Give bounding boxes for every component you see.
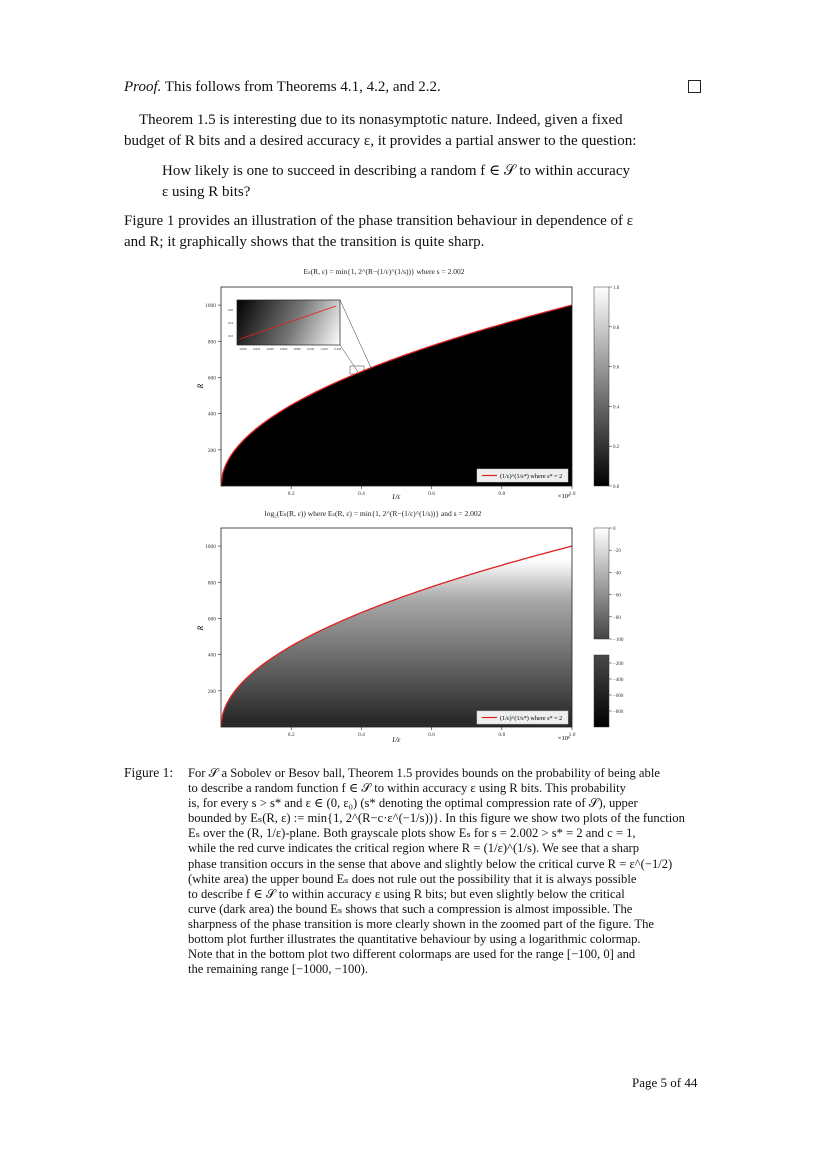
caption-line: the remaining range [−1000, −100). <box>188 962 368 977</box>
bottom-legend-label: (1/ε)^(1/s*) where s* = 2 <box>500 715 563 722</box>
bottom-xlabel: 1/ε <box>391 735 401 744</box>
bottom-colorbar-bottom-tick-label: −600 <box>613 694 624 699</box>
inset-xtick-label: 11200 <box>320 347 328 351</box>
bottom-ytick-label: 200 <box>207 688 216 695</box>
caption-line: is, for every s > s* and ε ∈ (0, ε₀) (s* denoting the optimal compression rate of 𝒮), upper <box>188 796 638 811</box>
bottom-xtick-label: 0.8 <box>498 732 506 738</box>
bottom-legend <box>477 711 568 724</box>
caption-line: Eₛ over the (R, 1/ε)-plane. Both grayscale plots show Eₛ for s = 2.002 > s* = 2 and c = 1, <box>188 826 636 841</box>
bottom-xtick-label: 0.4 <box>357 732 365 738</box>
caption-line: For 𝒮 a Sobolev or Besov ball, Theorem 1.5 provides bounds on the probability of being able <box>188 766 660 780</box>
top-colorbar-tick-label: 0.4 <box>613 405 620 411</box>
inset-ytick-label: 102 <box>227 334 233 338</box>
bottom-xtick-label: 0.6 <box>428 732 436 738</box>
figure-1 <box>0 258 827 758</box>
top-colorbar-tick-label: 0.2 <box>613 445 620 451</box>
bottom-plot-title: log₂(Eₛ(R, ε)) where Eₛ(R, ε) = min{1, 2^(R−(1/ε)^(1/s))} and s = 2.002 <box>264 509 482 518</box>
inset-xtick-label: 11400 <box>333 347 342 351</box>
top-colorbar-tick-label: 0.0 <box>613 485 620 490</box>
bottom-ylabel: R <box>196 625 205 631</box>
paragraph-2-line-2: and R; it graphically shows that the transition is quite sharp. <box>124 234 485 250</box>
caption-line: to describe f ∈ 𝒮 to within accuracy ε using R bits; but even slightly below the critical <box>188 886 625 901</box>
top-ytick-label: 200 <box>207 447 216 454</box>
top-legend-label: (1/ε)^(1/s*) where s* = 2 <box>500 473 563 480</box>
bottom-ytick-label: 1000 <box>205 544 216 551</box>
bottom-colorbar-bottom <box>594 655 609 727</box>
paragraph-1-line-2: budget of R bits and a desired accuracy ε, it provides a partial answer to the question: <box>124 133 637 149</box>
inset-ytick-label: 106 <box>227 308 233 312</box>
inset-ytick-label: 104 <box>227 321 233 325</box>
bottom-colorbar-top-tick-label: −100 <box>613 638 624 643</box>
bottom-colorbar-bottom-tick-label: −800 <box>613 710 624 715</box>
inset-xtick-label: 10200 <box>252 347 261 351</box>
top-colorbar-tick-label: 0.8 <box>613 325 620 331</box>
proof-label: Proof. <box>124 79 162 95</box>
caption-line: curve (dark area) the bound Eₛ shows that such a compression is almost impossible. The <box>188 901 633 916</box>
top-xtick-label: 0.2 <box>287 491 295 497</box>
inset-xtick-label: 10800 <box>293 347 301 351</box>
page-number: Page 5 of 44 <box>632 1075 698 1090</box>
top-xtick-label: 0.6 <box>428 491 436 497</box>
inset-xtick-label: 10600 <box>279 347 288 351</box>
bottom-colorbar-top-tick-label: 0 <box>613 527 616 532</box>
inset-xtick-label: 10000 <box>239 347 247 351</box>
bottom-xtick-label: 0.2 <box>287 732 295 738</box>
caption-line: sharpness of the phase transition is more clearly shown in the zoomed part of the figure. The <box>188 916 654 931</box>
bottom-colorbar-bottom-tick-label: −400 <box>613 678 624 683</box>
top-x-multiplier: ×10⁶ <box>557 493 571 500</box>
qed-box <box>688 80 701 93</box>
top-legend <box>477 469 568 482</box>
bottom-ytick-label: 600 <box>207 616 216 623</box>
inset-xtick-label: 11000 <box>306 347 315 351</box>
bottom-ytick-label: 800 <box>207 580 216 587</box>
caption-line: while the red curve indicates the critical region where R = (1/ε)^(1/s). We see that a sharp <box>188 841 640 856</box>
bottom-ytick-label: 400 <box>207 652 216 659</box>
top-ytick-label: 800 <box>207 339 216 346</box>
bottom-colorbar-top-tick-label: −60 <box>613 593 621 599</box>
inset-xtick-label: 10400 <box>266 347 274 351</box>
caption-line: to describe a random function f ∈ 𝒮 to within accuracy ε using R bits. This probability <box>188 781 626 796</box>
caption-line: bottom plot further illustrates the quantitative behaviour by using a logarithmic colormap. <box>188 932 641 947</box>
top-ylabel: R <box>196 383 205 389</box>
bottom-colorbar-top <box>594 528 609 639</box>
top-colorbar-tick-label: 1.0 <box>613 286 620 291</box>
quote-line-1: How likely is one to succeed in describing a random f ∈ 𝒮 to within accuracy <box>162 163 630 179</box>
bottom-colorbar-top-tick-label: −40 <box>613 571 621 577</box>
top-ytick-label: 400 <box>207 411 216 418</box>
bottom-x-multiplier: ×10⁶ <box>557 735 571 742</box>
caption-body <box>188 766 708 977</box>
caption-line: phase transition occurs in the sense that above and slightly below the critical curve R = ε^(−1/2) <box>188 856 673 871</box>
bottom-colorbar-bottom-tick-label: −200 <box>613 662 624 667</box>
top-ytick-label: 600 <box>207 375 216 382</box>
top-xtick-label: 1.0 <box>568 491 576 497</box>
paragraph-1-line-1: Theorem 1.5 is interesting due to its nonasymptotic nature. Indeed, given a fixed <box>139 112 623 128</box>
bottom-colorbar-top-tick-label: −20 <box>613 549 621 555</box>
top-colorbar-tick-label: 0.6 <box>613 365 620 371</box>
proof-line <box>124 76 441 98</box>
top-colorbar <box>594 287 609 486</box>
top-xtick-label: 0.4 <box>357 491 365 497</box>
top-xlabel: 1/ε <box>391 492 401 501</box>
caption-line: bounded by Eₛ(R, ε) := min{1, 2^(R−c·ε^(−1/s))}. In this figure we show two plots of the function <box>188 811 685 826</box>
bottom-xtick-label: 1.0 <box>568 732 576 738</box>
paragraph-2-line-1: Figure 1 provides an illustration of the phase transition behaviour in dependence of ε <box>124 213 634 229</box>
quote-line-2: ε using R bits? <box>162 184 251 200</box>
proof-text: This follows from Theorems 4.1, 4.2, and 2.2. <box>164 79 441 95</box>
caption-line: (white area) the upper bound Eₛ does not rule out the possibility that it is always possible <box>188 871 637 886</box>
top-ytick-label: 1000 <box>205 303 216 310</box>
caption-line: Note that in the bottom plot two different colormaps are used for the range [−100, 0] and <box>188 947 636 962</box>
top-plot-title: Eₛ(R, ε) = min{1, 2^(R−(1/ε)^(1/s))} where s = 2.002 <box>303 267 465 276</box>
bottom-colorbar-top-tick-label: −80 <box>613 615 621 621</box>
caption-label: Figure 1: <box>124 765 174 780</box>
top-xtick-label: 0.8 <box>498 491 506 497</box>
